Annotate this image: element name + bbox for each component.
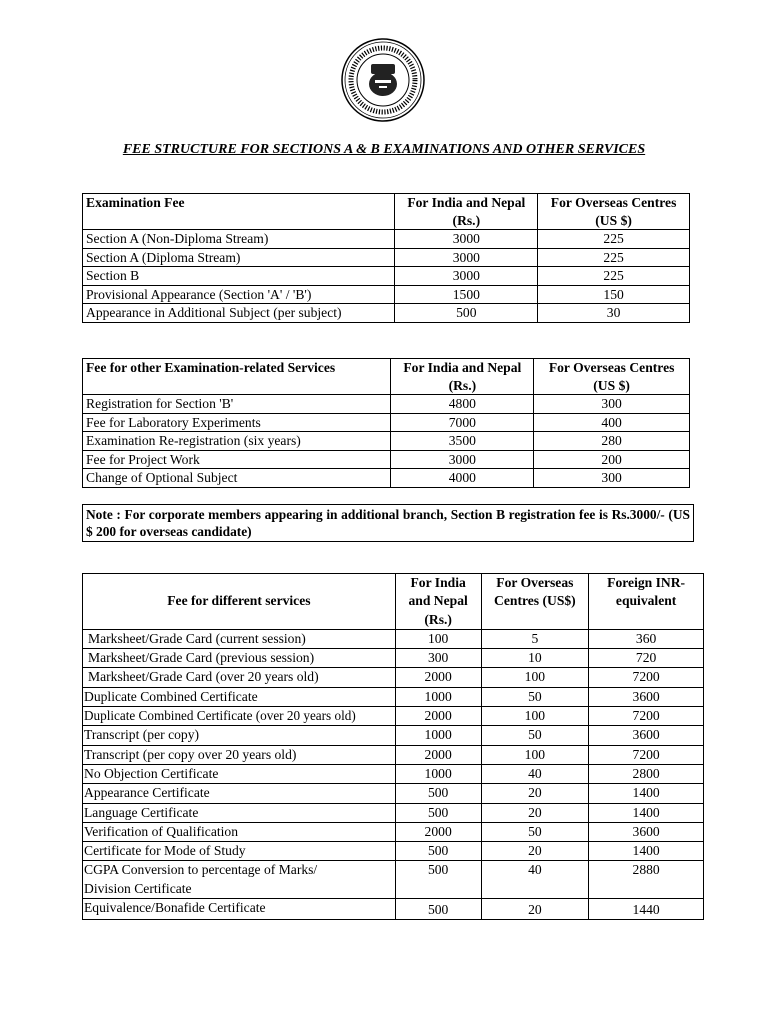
fee-overseas: 225 <box>538 248 690 267</box>
fee-overseas: 100 <box>481 668 589 687</box>
table-row <box>83 629 704 648</box>
table-header-row <box>83 574 704 630</box>
examination-fee-table <box>82 193 690 323</box>
table-header-row <box>83 359 690 395</box>
table-row <box>83 230 690 249</box>
fee-overseas: 20 <box>481 842 589 861</box>
service-name: Appearance in Additional Subject (per subject) <box>83 304 395 323</box>
fee-inr-equivalent: 1400 <box>589 784 704 803</box>
service-name: Certificate for Mode of Study <box>83 842 396 861</box>
table-row <box>83 899 704 920</box>
table-row <box>83 395 690 414</box>
fee-india: 500 <box>395 304 538 323</box>
service-name: Marksheet/Grade Card (over 20 years old) <box>83 668 396 687</box>
fee-inr-equivalent: 1400 <box>589 842 704 861</box>
service-name: Equivalence/Bonafide Certificate <box>83 899 396 920</box>
header-overseas: For Overseas Centres (US $) <box>534 359 690 395</box>
fee-overseas: 30 <box>538 304 690 323</box>
table-row <box>83 803 704 822</box>
fee-inr-equivalent: 2880 <box>589 861 704 899</box>
fee-india: 500 <box>395 842 481 861</box>
fee-overseas: 5 <box>481 629 589 648</box>
fee-india: 4800 <box>391 395 534 414</box>
table-row <box>83 413 690 432</box>
service-name: Fee for Laboratory Experiments <box>83 413 391 432</box>
fee-india: 7000 <box>391 413 534 432</box>
service-name: Section A (Non-Diploma Stream) <box>83 230 395 249</box>
fee-overseas: 40 <box>481 764 589 783</box>
fee-overseas: 50 <box>481 687 589 706</box>
fee-overseas: 50 <box>481 726 589 745</box>
fee-overseas: 300 <box>534 469 690 488</box>
fee-inr-equivalent: 7200 <box>589 707 704 726</box>
table-row <box>83 784 704 803</box>
page-title: FEE STRUCTURE FOR SECTIONS A & B EXAMINATIONS AND OTHER SERVICES <box>122 142 646 157</box>
service-name: No Objection Certificate <box>83 764 396 783</box>
fee-inr-equivalent: 3600 <box>589 687 704 706</box>
fee-overseas: 225 <box>538 230 690 249</box>
fee-inr-equivalent: 360 <box>589 629 704 648</box>
table-row <box>83 668 704 687</box>
fee-overseas: 150 <box>538 285 690 304</box>
fee-india: 500 <box>395 784 481 803</box>
fee-india: 2000 <box>395 668 481 687</box>
fee-overseas: 100 <box>481 707 589 726</box>
service-name: Marksheet/Grade Card (current session) <box>83 629 396 648</box>
fee-overseas: 200 <box>534 450 690 469</box>
fee-inr-equivalent: 7200 <box>589 668 704 687</box>
table-row <box>83 450 690 469</box>
fee-india: 3500 <box>391 432 534 451</box>
fee-india: 3000 <box>395 267 538 286</box>
fee-overseas: 50 <box>481 822 589 841</box>
fee-india: 1000 <box>395 687 481 706</box>
header-overseas: For Overseas Centres (US $) <box>538 194 690 230</box>
service-name: Change of Optional Subject <box>83 469 391 488</box>
fee-inr-equivalent: 3600 <box>589 726 704 745</box>
fee-inr-equivalent: 1400 <box>589 803 704 822</box>
service-name: Marksheet/Grade Card (previous session) <box>83 649 396 668</box>
service-name: Section A (Diploma Stream) <box>83 248 395 267</box>
service-name: Appearance Certificate <box>83 784 396 803</box>
table-row <box>83 842 704 861</box>
fee-inr-equivalent: 3600 <box>589 822 704 841</box>
table-row <box>83 649 704 668</box>
fee-india: 1000 <box>395 726 481 745</box>
fee-india: 3000 <box>391 450 534 469</box>
table-row <box>83 432 690 451</box>
fee-india: 500 <box>395 899 481 920</box>
service-name: Registration for Section 'B' <box>83 395 391 414</box>
fee-inr-equivalent: 7200 <box>589 745 704 764</box>
table-row <box>83 764 704 783</box>
fee-overseas: 100 <box>481 745 589 764</box>
header-examination-fee: Examination Fee <box>83 194 395 230</box>
fee-india: 1000 <box>395 764 481 783</box>
fee-overseas: 225 <box>538 267 690 286</box>
service-name: Examination Re-registration (six years) <box>83 432 391 451</box>
other-services-fee-table <box>82 358 690 488</box>
fee-overseas: 40 <box>481 861 589 899</box>
header-different-services: Fee for different services <box>83 574 396 630</box>
fee-india: 2000 <box>395 707 481 726</box>
institution-seal-logo <box>341 38 425 122</box>
service-name: Transcript (per copy over 20 years old) <box>83 745 396 764</box>
service-name: Duplicate Combined Certificate <box>83 687 396 706</box>
fee-india: 3000 <box>395 248 538 267</box>
fee-india: 300 <box>395 649 481 668</box>
corporate-members-note: Note : For corporate members appearing in additional branch, Section B registration fee is Rs.3000/- (US $ 200 for overseas candidate) <box>82 504 694 542</box>
table-row <box>83 304 690 323</box>
table-row <box>83 822 704 841</box>
fee-overseas: 20 <box>481 899 589 920</box>
header-india-nepal: For India and Nepal (Rs.) <box>395 574 481 630</box>
table-row <box>83 248 690 267</box>
table-header-row <box>83 194 690 230</box>
table-row <box>83 745 704 764</box>
fee-india: 100 <box>395 629 481 648</box>
fee-overseas: 20 <box>481 803 589 822</box>
table-row <box>83 707 704 726</box>
fee-india: 500 <box>395 803 481 822</box>
header-india-nepal: For India and Nepal (Rs.) <box>391 359 534 395</box>
fee-overseas: 10 <box>481 649 589 668</box>
fee-overseas: 20 <box>481 784 589 803</box>
header-other-services: Fee for other Examination-related Services <box>83 359 391 395</box>
table-row <box>83 687 704 706</box>
service-name: Section B <box>83 267 395 286</box>
fee-inr-equivalent: 720 <box>589 649 704 668</box>
service-name: Duplicate Combined Certificate (over 20 years old) <box>83 707 396 726</box>
fee-india: 2000 <box>395 822 481 841</box>
table-row <box>83 285 690 304</box>
table-row <box>83 726 704 745</box>
fee-india: 500 <box>395 861 481 899</box>
table-row <box>83 267 690 286</box>
different-services-fee-table <box>82 573 704 920</box>
fee-inr-equivalent: 2800 <box>589 764 704 783</box>
header-overseas: For Overseas Centres (US$) <box>481 574 589 630</box>
fee-india: 4000 <box>391 469 534 488</box>
header-inr-equivalent: Foreign INR-equivalent <box>589 574 704 630</box>
service-name: CGPA Conversion to percentage of Marks/ Division Certificate <box>83 861 396 899</box>
fee-india: 2000 <box>395 745 481 764</box>
fee-india: 3000 <box>395 230 538 249</box>
fee-india: 1500 <box>395 285 538 304</box>
service-name: Transcript (per copy) <box>83 726 396 745</box>
fee-overseas: 400 <box>534 413 690 432</box>
service-name: Fee for Project Work <box>83 450 391 469</box>
fee-inr-equivalent: 1440 <box>589 899 704 920</box>
fee-overseas: 280 <box>534 432 690 451</box>
table-row <box>83 861 704 899</box>
table-row <box>83 469 690 488</box>
service-name: Verification of Qualification <box>83 822 396 841</box>
service-name: Language Certificate <box>83 803 396 822</box>
header-india-nepal: For India and Nepal (Rs.) <box>395 194 538 230</box>
fee-overseas: 300 <box>534 395 690 414</box>
service-name: Provisional Appearance (Section 'A' / 'B') <box>83 285 395 304</box>
